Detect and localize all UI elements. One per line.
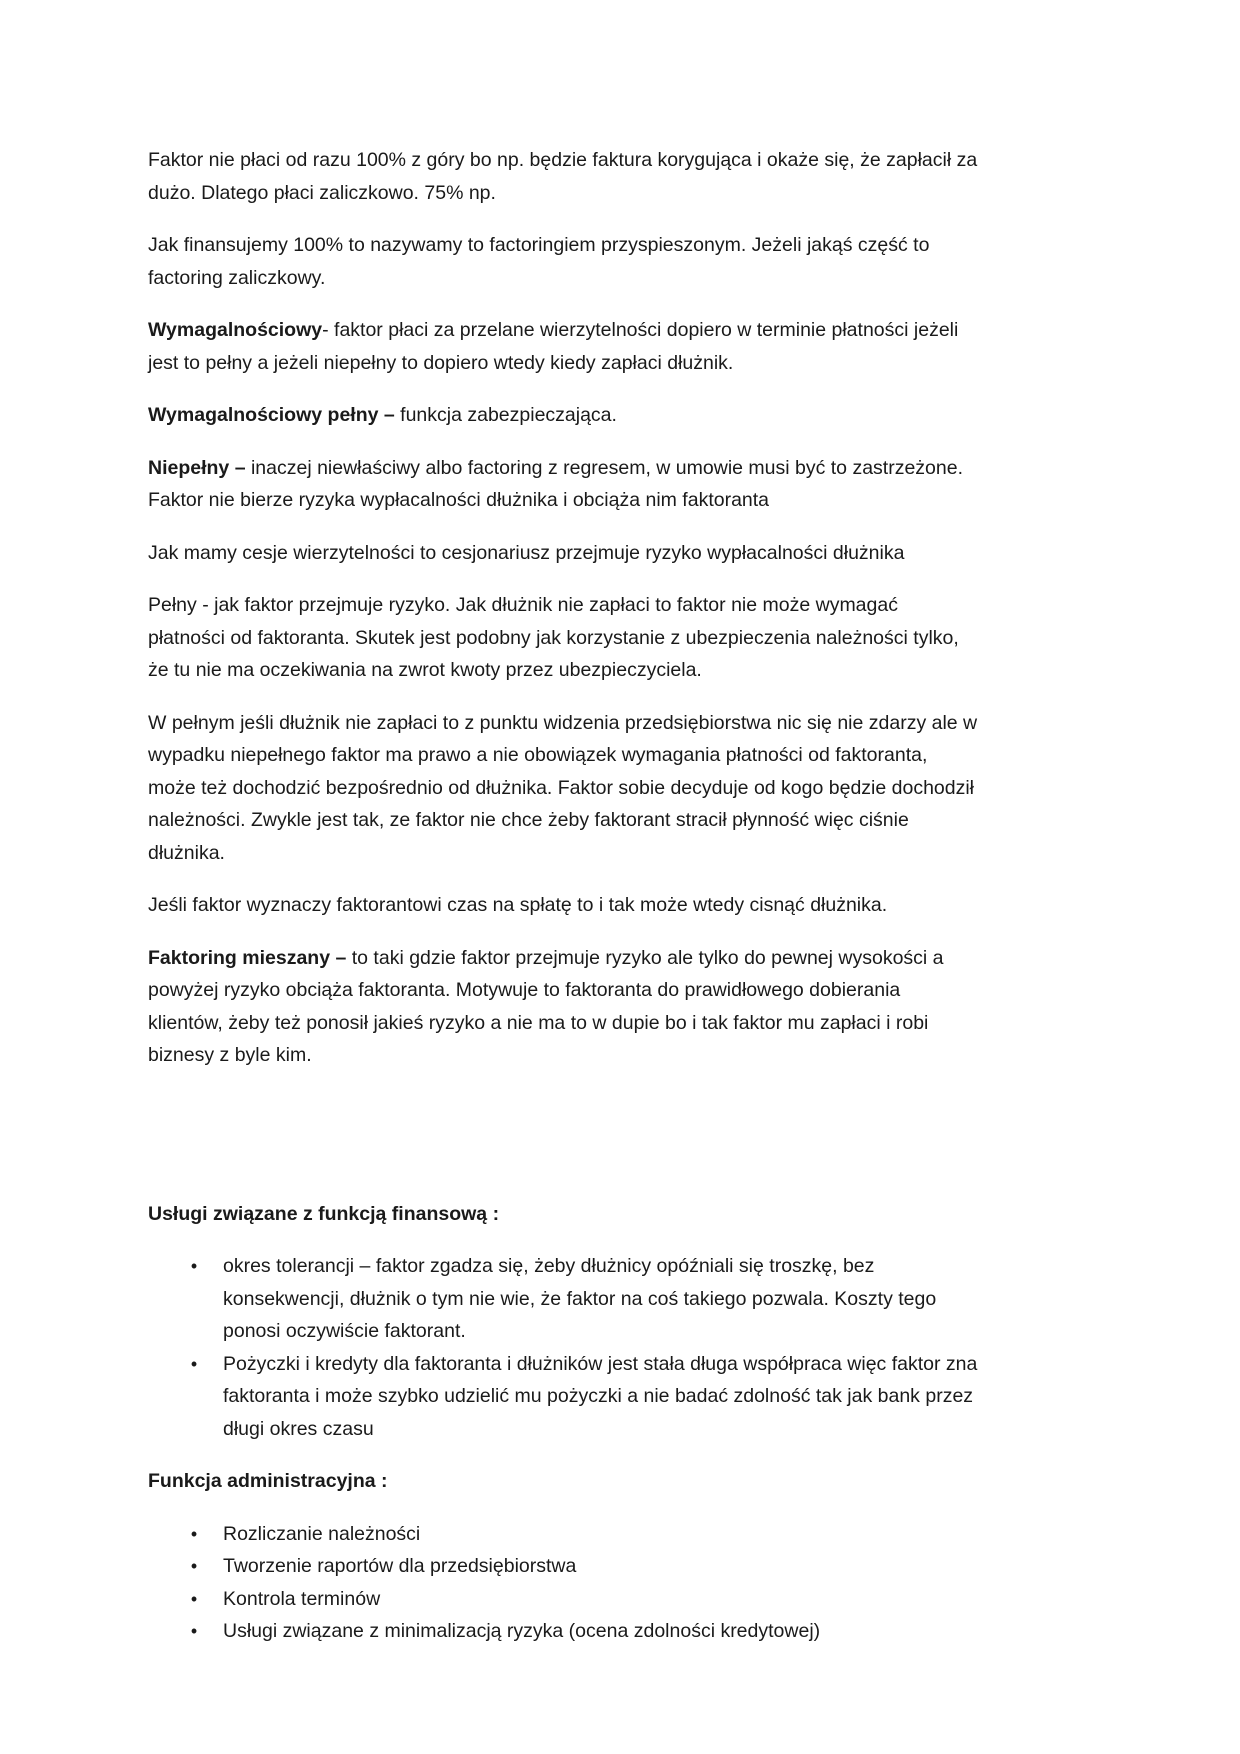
list-item-text: Pożyczki i kredyty dla faktoranta i dłużników jest stała długa współpraca więc faktor zna faktoranta i może szybko udzielić mu pożyczki a nie badać zdolność tak jak bank przez długi okres czasu: [223, 1352, 978, 1440]
list-item: [190, 1583, 978, 1616]
bullet-icon: •: [190, 1523, 198, 1544]
financial-services-list: [148, 1250, 978, 1445]
list-item-text: Tworzenie raportów dla przedsiębiorstwa: [223, 1555, 577, 1577]
list-item: [190, 1348, 978, 1446]
paragraph-text: W pełnym jeśli dłużnik nie zapłaci to z punktu widzenia przedsiębiorstwa nic się nie zdarzy ale w wypadku niepełnego faktor ma prawo a nie obowiązek wymagania płatności od faktoranta, może też dochodzić bezpośrednio od dłużnika. Faktor sobie decyduje od kogo będzie dochodził należności. Zwykle jest tak, ze faktor nie chce żeby faktorant stracił płynność więc ciśnie dłużnika.: [148, 711, 978, 864]
section-heading-financial: [148, 1198, 978, 1231]
bullet-icon: •: [190, 1353, 198, 1374]
paragraph-maturity-factoring: [148, 314, 978, 379]
bullet-icon: •: [190, 1256, 198, 1276]
paragraph-text: Pełny - jak faktor przejmuje ryzyko. Jak dłużnik nie zapłaci to faktor nie może wymagać płatności od faktoranta. Skutek jest podobny jak korzystanie z ubezpieczenia należności tylko, że tu nie ma oczekiwania na zwrot kwoty przez ubezpieczyciela.: [148, 594, 959, 681]
paragraph-assignment: [148, 537, 978, 570]
section-heading-text: Funkcja administracyjna :: [148, 1470, 388, 1492]
paragraph-text: Jak finansujemy 100% to nazywamy to factoringiem przyspieszonym. Jeżeli jakąś część to factoring zaliczkowy.: [148, 234, 930, 289]
admin-functions-list: [148, 1518, 978, 1648]
paragraph-full-vs-incomplete: [148, 707, 978, 870]
list-item-text: Kontrola terminów: [223, 1587, 381, 1610]
paragraph-advance-payment: [148, 144, 978, 209]
list-item-text: Usługi związane z minimalizacją ryzyka (ocena zdolności kredytowej): [223, 1620, 821, 1642]
term-label: Faktoring mieszany –: [148, 946, 347, 969]
paragraph-text: Jeśli faktor wyznaczy faktorantowi czas na spłatę to i tak może wtedy cisnąć dłużnika.: [148, 894, 888, 916]
term-label: Wymagalnościowy: [148, 319, 323, 341]
paragraph-text: to taki gdzie faktor przejmuje ryzyko ale tylko do pewnej wysokości a powyżej ryzyko obciąża faktoranta. Motywuje to faktoranta do prawidłowego dobierania klientów, żeby też ponosił jakieś ryzyko a nie ma to w dupie bo i tak faktor mu zapłaci i robi biznesy z byle kim.: [148, 946, 944, 1066]
term-label: Niepełny –: [148, 456, 246, 479]
paragraph-text: funkcja zabezpieczająca.: [394, 404, 617, 426]
list-item-text: Rozliczanie należności: [223, 1522, 421, 1545]
blank-space: [148, 1092, 978, 1198]
paragraph-text: inaczej niewłaściwy albo factoring z regresem, w umowie musi być to zastrzeżone. Faktor nie bierze ryzyka wypłacalności dłużnika i obciąża nim faktoranta: [148, 456, 964, 511]
bullet-icon: •: [190, 1621, 198, 1641]
paragraph-repayment-time: [148, 889, 978, 922]
bullet-icon: •: [190, 1556, 198, 1576]
list-item: [190, 1615, 978, 1648]
paragraph-maturity-full: [148, 399, 978, 432]
paragraph-text: Faktor nie płaci od razu 100% z góry bo np. będzie faktura korygująca i okaże się, że zapłacił za dużo. Dlatego płaci zaliczkowo. 75% np.: [148, 149, 978, 204]
paragraph-full-factoring: [148, 589, 978, 687]
paragraph-mixed-factoring: [148, 942, 978, 1072]
paragraph-accelerated-factoring: [148, 229, 978, 294]
section-heading-admin: [148, 1465, 978, 1498]
section-heading-text: Usługi związane z funkcją finansową :: [148, 1202, 500, 1225]
list-item-text: okres tolerancji – faktor zgadza się, żeby dłużnicy opóźniali się troszkę, bez konsekwencji, dłużnik o tym nie wie, że faktor na coś takiego pozwala. Koszty tego ponosi oczywiście faktorant.: [223, 1255, 937, 1342]
paragraph-text: Jak mamy cesje wierzytelności to cesjonariusz przejmuje ryzyko wypłacalności dłużnika: [148, 541, 905, 564]
bullet-icon: •: [190, 1588, 198, 1609]
paragraph-incomplete-factoring: [148, 452, 978, 517]
paragraph-text: - faktor płaci za przelane wierzytelności dopiero w terminie płatności jeżeli jest to pełny a jeżeli niepełny to dopiero wtedy kiedy zapłaci dłużnik.: [148, 319, 959, 374]
list-item: [190, 1250, 978, 1348]
term-label: Wymagalnościowy pełny –: [148, 404, 395, 426]
list-item: [190, 1518, 978, 1551]
list-item: [190, 1550, 978, 1583]
